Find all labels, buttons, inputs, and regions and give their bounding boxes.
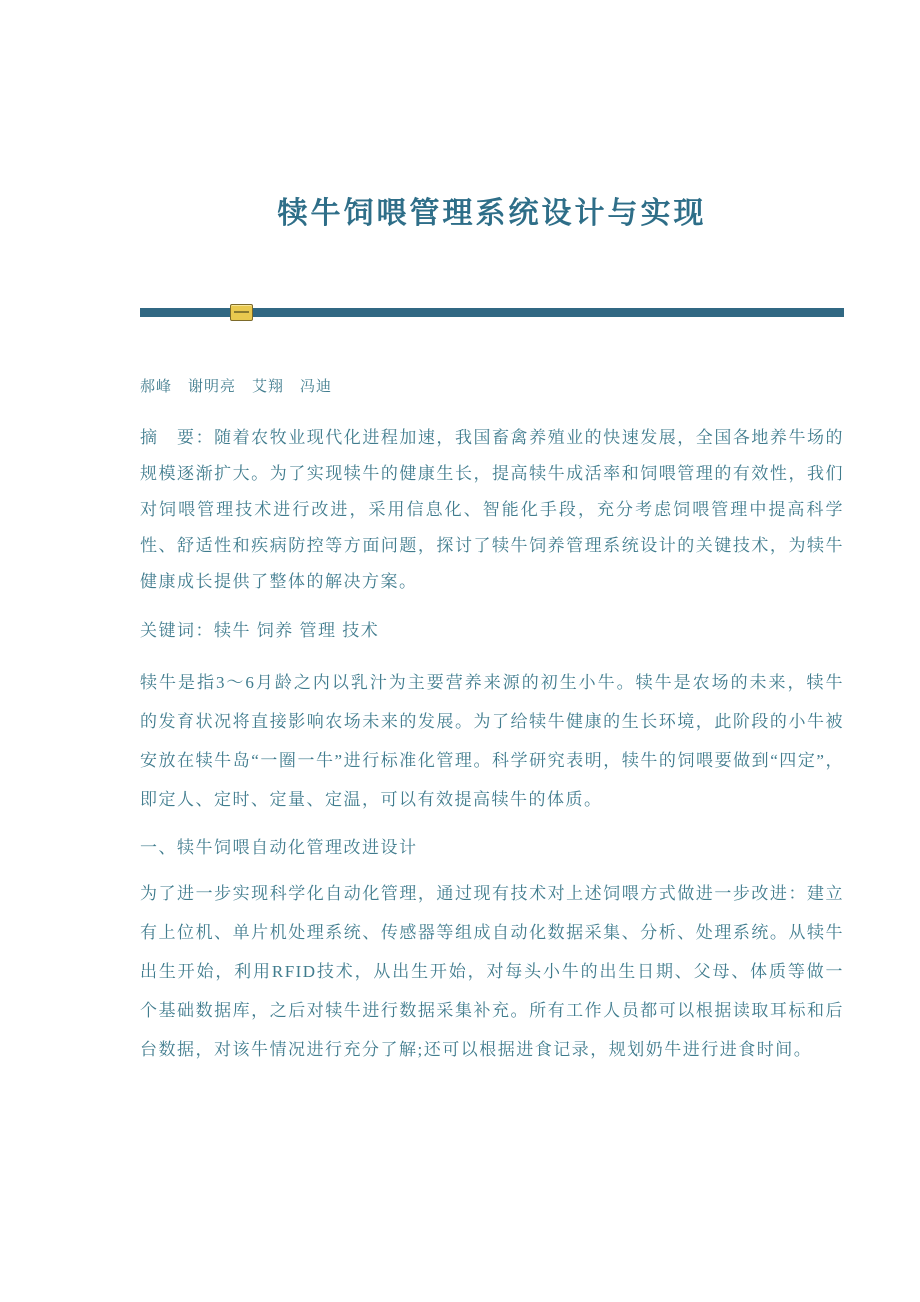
section-heading-1: 一、犊牛饲喂自动化管理改进设计 (140, 838, 418, 857)
body-paragraph-1: 犊牛是指3～6月龄之内以乳汁为主要营养来源的初生小牛。犊牛是农场的未来，犊牛的发育状况将直接影响农场未来的发展。为了给犊牛健康的生长环境，此阶段的小牛被安放在犊牛岛“一圈一牛”进行标准化管理。科学研究表明，犊牛的饲喂要做到“四定”，即定人、定时、定量、定温，可以有效提高犊牛的体质。 (140, 673, 844, 809)
page-title: 犊牛饲喂管理系统设计与实现 (277, 197, 707, 230)
abstract-paragraph: 摘 要：随着农牧业现代化进程加速，我国畜禽养殖业的快速发展，全国各地养牛场的规模逐渐扩大。为了实现犊牛的健康生长，提高犊牛成活率和饲喂管理的有效性，我们对饲喂管理技术进行改进，采用信息化、智能化手段，充分考虑饲喂管理中提高科学性、舒适性和疾病防控等方面问题，探讨了犊牛饲养管理系统设计的关键技术，为犊牛健康成长提供了整体的解决方案。 (140, 428, 844, 591)
authors-line: 郝峰 谢明亮 艾翔 冯迪 (140, 379, 333, 395)
title-divider-bar (140, 308, 844, 317)
keywords-line: 关键词：犊牛 饲养 管理 技术 (140, 621, 380, 640)
note-marker-icon (230, 304, 253, 321)
body-paragraph-2: 为了进一步实现科学化自动化管理，通过现有技术对上述饲喂方式做进一步改进：建立有上位机、单片机处理系统、传感器等组成自动化数据采集、分析、处理系统。从犊牛出生开始，利用RFID技术，从出生开始，对每头小牛的出生日期、父母、体质等做一个基础数据库，之后对犊牛进行数据采集补充。所有工作人员都可以根据读取耳标和后台数据，对该牛情况进行充分了解;还可以根据进食记录，规划奶牛进行进食时间。 (140, 884, 844, 1059)
